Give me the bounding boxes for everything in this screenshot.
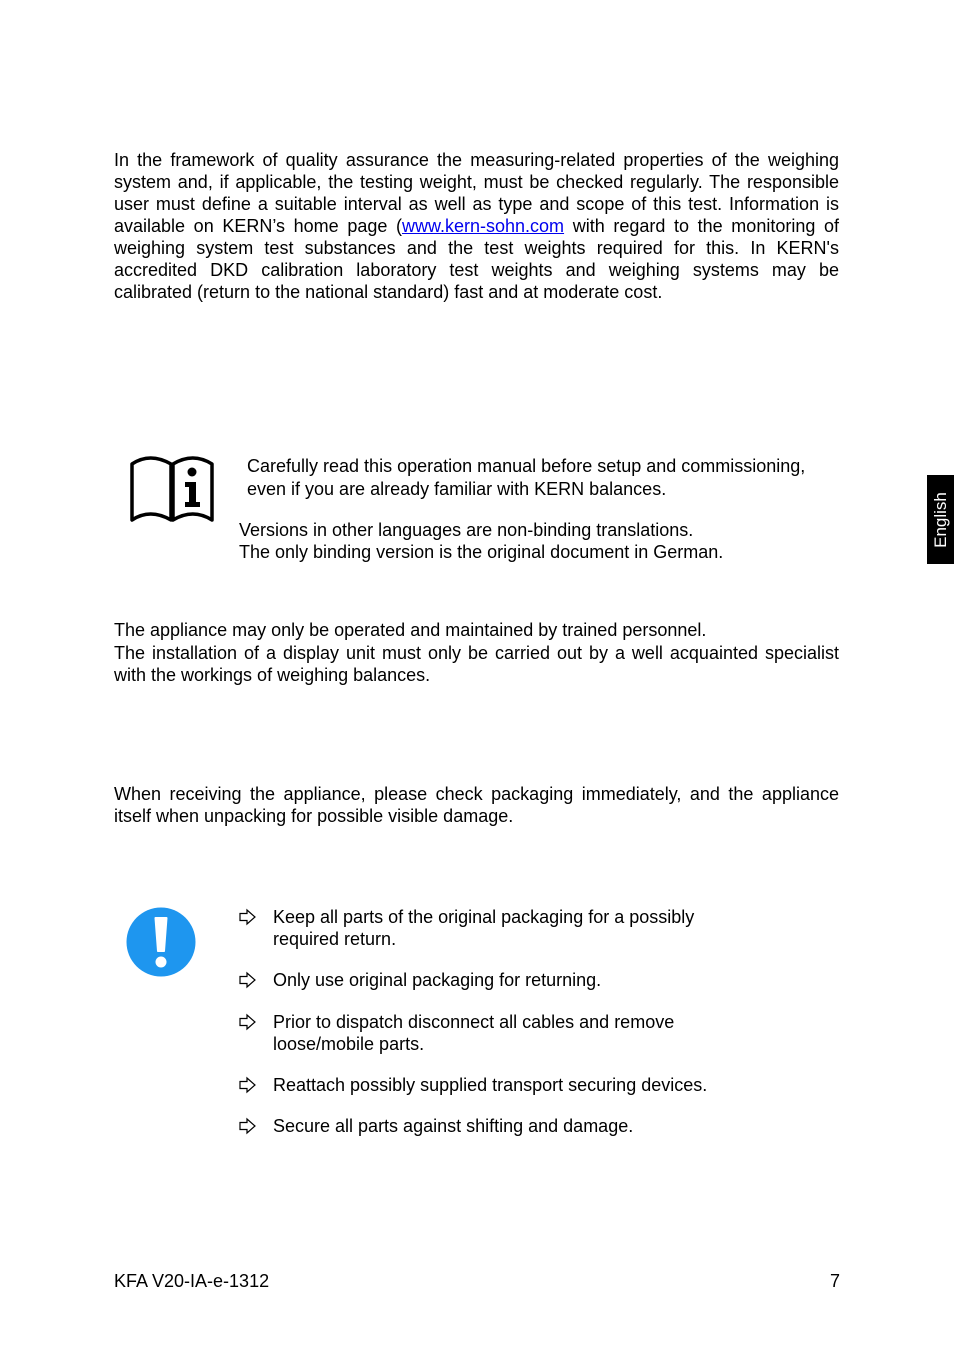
- kern-website-link[interactable]: www.kern-sohn.com: [402, 216, 565, 236]
- info-note-line-4: The only binding version is the original document in German.: [239, 542, 724, 562]
- footer-page-number: 7: [829, 1271, 840, 1291]
- list-item-text: Only use original packaging for returning.: [273, 970, 602, 990]
- arrow-right-icon: [238, 1011, 258, 1033]
- quality-intro-text: In the framework of quality assurance the measuring-related properties of the weighing system and, if applicable, the testing weight, must be checked regularly. The responsible user must define a suitable interval as well as type and scope of this test. Information is available on KERN’s home page (: [114, 150, 839, 236]
- arrow-right-icon: [238, 1074, 258, 1096]
- exclamation-icon: [125, 906, 197, 978]
- personnel-line-1: The appliance may only be operated and maintained by trained personnel.: [114, 620, 707, 640]
- arrow-right-icon: [238, 1115, 258, 1137]
- info-note-line-1: Carefully read this operation manual before setup and commissioning,: [247, 456, 806, 476]
- list-item-text: required return.: [273, 929, 397, 949]
- list-item-text: Prior to dispatch disconnect all cables and remove: [273, 1012, 675, 1032]
- arrow-right-icon: [238, 969, 258, 991]
- quality-assurance-paragraph: [114, 149, 839, 303]
- personnel-paragraph-2: The installation of a display unit must only be carried out by a well acquainted specialist with the workings of weighing balances.: [114, 643, 839, 685]
- info-book-icon: [130, 454, 214, 524]
- list-item-text: Reattach possibly supplied transport securing devices.: [273, 1075, 708, 1095]
- info-note-line-2: even if you are already familiar with KERN balances.: [247, 479, 667, 499]
- arrow-right-icon: [238, 906, 258, 928]
- list-item-text: Secure all parts against shifting and damage.: [273, 1116, 634, 1136]
- quality-outro-text: with regard to the monitoring of weighing system test substances and the test weights required for this. In KERN's accredited DKD calibration laboratory test weights and weighing systems may be calibrated (return to the national standard) fast and at moderate cost.: [114, 216, 839, 302]
- info-note-line-3: Versions in other languages are non-binding translations.: [239, 520, 694, 540]
- list-item-text: loose/mobile parts.: [273, 1034, 425, 1054]
- receiving-paragraph: When receiving the appliance, please check packaging immediately, and the appliance itself when unpacking for possible visible damage.: [114, 784, 839, 826]
- language-tab-label: English: [930, 491, 950, 548]
- language-tab: [927, 475, 954, 564]
- list-item-text: Keep all parts of the original packaging for a possibly: [273, 907, 695, 927]
- footer-doc-id: KFA V20-IA-e-1312: [114, 1271, 270, 1291]
